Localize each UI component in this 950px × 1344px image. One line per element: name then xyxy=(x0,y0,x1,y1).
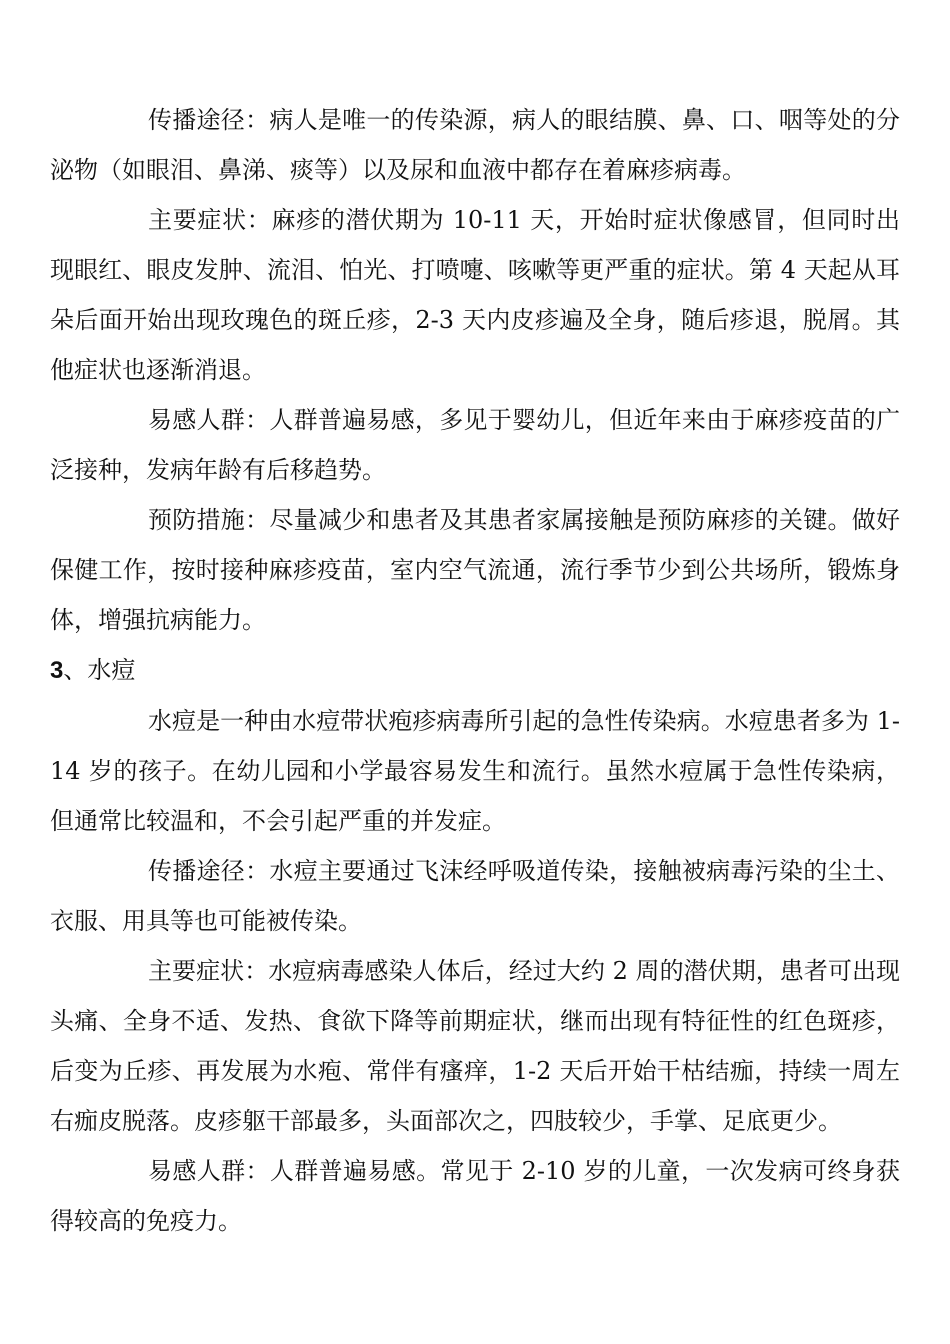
section-title: 、水痘 xyxy=(63,656,136,684)
paragraph-chickenpox-susceptible: 易感人群：人群普遍易感。常见于 2-10 岁的儿童，一次发病可终身获得较高的免疫力。 xyxy=(50,1157,900,1235)
paragraph-measles-transmission: 传播途径：病人是唯一的传染源，病人的眼结膜、鼻、口、咽等处的分泌物（如眼泪、鼻涕、痰等）以及尿和血液中都存在着麻疹病毒。 xyxy=(50,106,900,184)
paragraph-measles-symptoms: 主要症状：麻疹的潜伏期为 10-11 天，开始时症状像感冒，但同时出现眼红、眼皮发肿、流泪、怕光、打喷嚏、咳嗽等更严重的症状。第 4 天起从耳朵后面开始出现玫瑰色的斑丘疹，2-3 天内皮疹遍及全身，随后疹退，脱屑。其他症状也逐渐消退。 xyxy=(50,206,900,384)
paragraph-chickenpox-symptoms: 主要症状：水痘病毒感染人体后，经过大约 2 周的潜伏期，患者可出现头痛、全身不适、发热、食欲下降等前期症状，继而出现有特征性的红色斑疹，后变为丘疹、再发展为水疱、常伴有瘙痒，1-2 天后开始干枯结痂，持续一周左右痂皮脱落。皮疹躯干部最多，头面部次之，四肢较少，手掌、足底更少。 xyxy=(50,957,900,1135)
paragraph-chickenpox-transmission: 传播途径：水痘主要通过飞沫经呼吸道传染，接触被病毒污染的尘土、衣服、用具等也可能被传染。 xyxy=(50,857,900,935)
document-page xyxy=(50,95,900,1246)
paragraph-measles-susceptible: 易感人群：人群普遍易感，多见于婴幼儿，但近年来由于麻疹疫苗的广泛接种，发病年龄有后移趋势。 xyxy=(50,406,900,484)
paragraph-chickenpox-intro: 水痘是一种由水痘带状疱疹病毒所引起的急性传染病。水痘患者多为 1-14 岁的孩子。在幼儿园和小学最容易发生和流行。虽然水痘属于急性传染病，但通常比较温和，不会引起严重的并发症。 xyxy=(50,707,900,835)
paragraph-measles-prevention: 预防措施：尽量减少和患者及其患者家属接触是预防麻疹的关键。做好保健工作，按时接种麻疹疫苗，室内空气流通，流行季节少到公共场所，锻炼身体，增强抗病能力。 xyxy=(50,506,900,634)
section-number: 3 xyxy=(50,657,64,684)
section-heading-chickenpox xyxy=(50,645,900,696)
